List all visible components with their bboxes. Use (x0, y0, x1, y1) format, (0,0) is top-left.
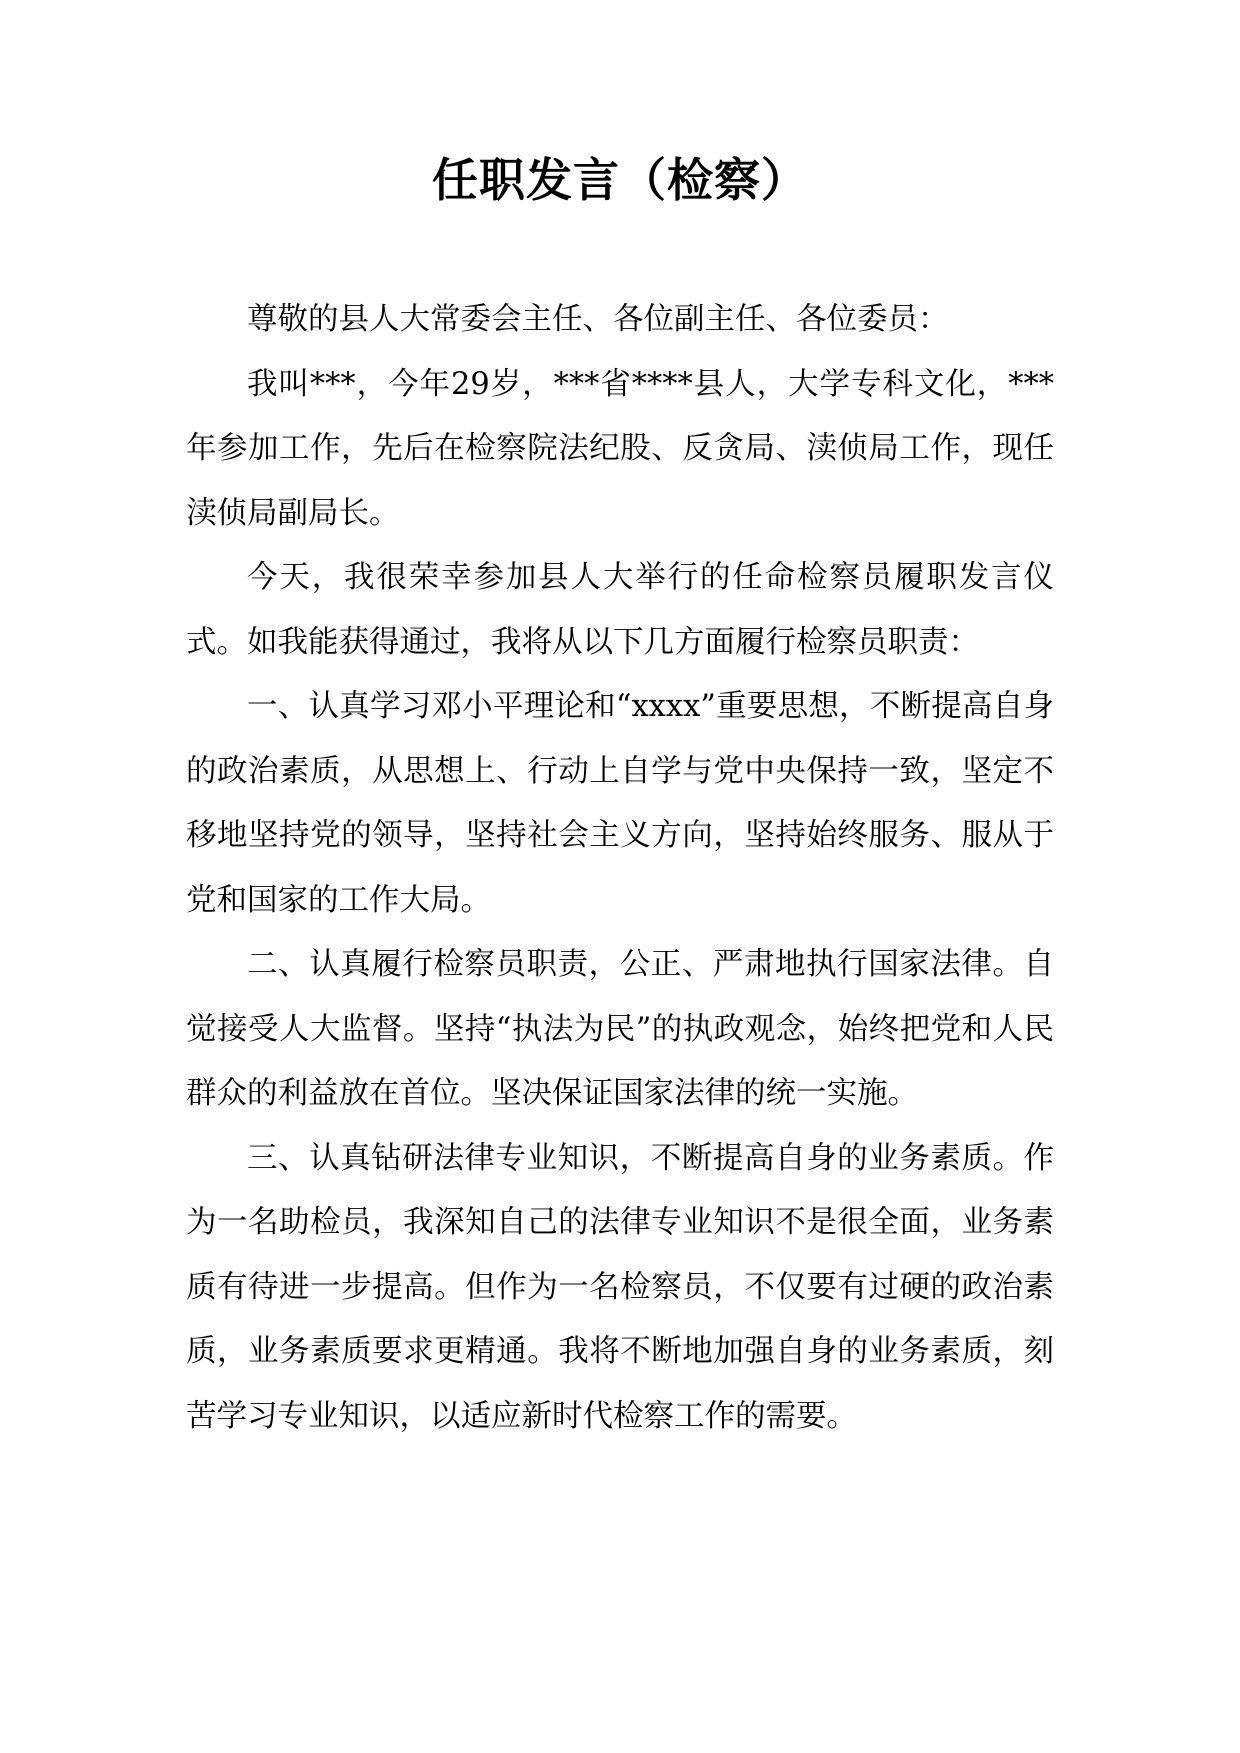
purpose-paragraph: 今天，我很荣幸参加县人大举行的任命检察员履职发言仪式。如我能获得通过，我将从以下几方面履行检察员职责： (186, 560, 1054, 660)
self-introduction-paragraph: 我叫***，今年29岁，***省****县人，大学专科文化，***年参加工作，先后在检察院法纪股、反贪局、渎侦局工作，现任渎侦局副局长。 (186, 366, 1054, 531)
point-three-paragraph: 三、认真钻研法律专业知识，不断提高自身的业务素质。作为一名助检员，我深知自己的法律专业知识不是很全面，业务素质有待进一步提高。但作为一名检察员，不仅要有过硬的政治素质，业务素质要求更精通。我将不断地加强自身的业务素质，刻苦学习专业知识，以适应新时代检察工作的需要。 (186, 1140, 1054, 1434)
document-title: 任职发言（检察） (432, 153, 808, 207)
document-body (186, 288, 1054, 1449)
point-one-paragraph: 一、认真学习邓小平理论和“xxxx”重要思想，不断提高自身的政治素质，从思想上、行动上自学与党中央保持一致，坚定不移地坚持党的领导，坚持社会主义方向，坚持始终服务、服从于党和国家的工作大局。 (186, 689, 1054, 918)
salutation-paragraph: 尊敬的县人大常委会主任、各位副主任、各位委员： (247, 302, 949, 337)
point-two-paragraph: 二、认真履行检察员职责，公正、严肃地执行国家法律。自觉接受人大监督。坚持“执法为民”的执政观念，始终把党和人民群众的利益放在首位。坚决保证国家法律的统一实施。 (186, 947, 1054, 1111)
